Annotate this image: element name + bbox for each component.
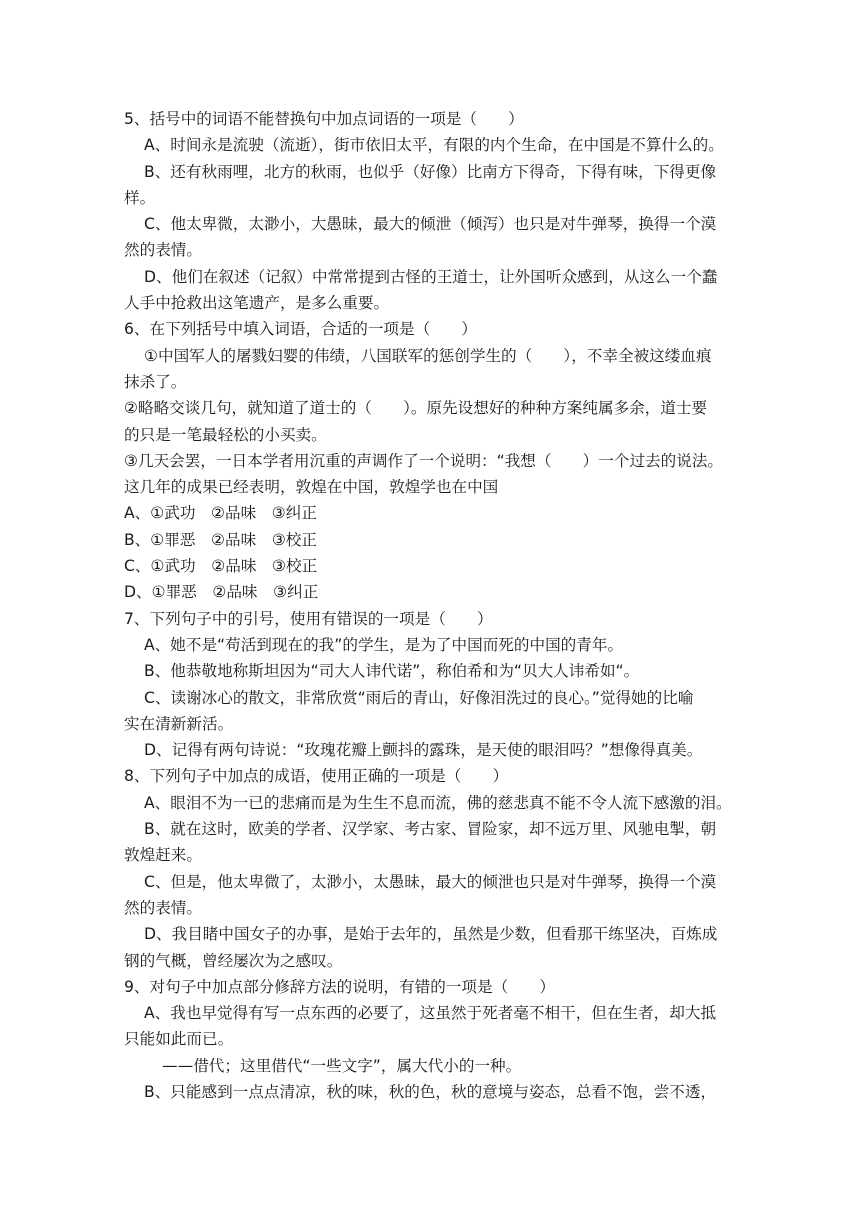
text-line: 7、下列句子中的引号，使用有错误的一项是（ ） — [124, 609, 493, 628]
text-line: A、①武功 ②品味 ③纠正 — [124, 504, 317, 523]
text-line: D、我目睹中国女子的办事，是始于去年的，虽然是少数，但看那干练坚决，百炼成 — [144, 925, 718, 944]
text-line: 钢的气概，曾经屡次为之感叹。 — [124, 951, 343, 970]
text-line: 9、对句子中加点部分修辞方法的说明，有错的一项是（ ） — [124, 977, 555, 996]
text-line: C、读谢冰心的散文，非常欣赏“雨后的青山，好像泪洗过的良心。”觉得她的比喻 — [144, 688, 694, 707]
text-line: C、①武功 ②品味 ③校正 — [124, 557, 318, 576]
text-line: ——借代；这里借代“一些文字”，属大代小的一种。 — [162, 1056, 522, 1075]
text-line: B、他恭敬地称斯坦因为“司大人讳代诺”，称伯希和为“贝大人讳希如“。 — [144, 662, 640, 681]
text-line: A、眼泪不为一已的悲痛而是为生生不息而流，佛的慈悲真不能不令人流下感激的泪。 — [144, 793, 732, 812]
text-line: 然的表情。 — [124, 241, 202, 260]
text-line: D、①罪恶 ②品味 ③纠正 — [124, 583, 319, 602]
text-line: B、还有秋雨哩，北方的秋雨，也似乎（好像）比南方下得奇，下得有味，下得更像 — [144, 162, 717, 181]
text-line: 然的表情。 — [124, 898, 202, 917]
text-line: 人手中抢救出这笔遗产，是多么重要。 — [124, 294, 390, 313]
text-line: B、就在这时，欧美的学者、汉学家、考古家、冒险家，却不远万里、风驰电掣，朝 — [144, 820, 717, 839]
text-line: 样。 — [124, 188, 156, 207]
text-line: 抹杀了。 — [124, 372, 187, 391]
text-line: 的只是一笔最轻松的小买卖。 — [124, 425, 327, 444]
text-line: C、他太卑微，太渺小，大愚昧，最大的倾泄（倾泻）也只是对牛弹琴，换得一个漠 — [144, 215, 717, 234]
text-line: B、只能感到一点点清凉，秋的味，秋的色，秋的意境与姿态，总看不饱，尝不透， — [144, 1082, 717, 1101]
text-line: A、她不是“苟活到现在的我”的学生，是为了中国而死的中国的青年。 — [144, 635, 624, 654]
text-line: A、我也早觉得有写一点东西的必要了，这虽然于死者毫不相干，但在生者，却大抵 — [144, 1004, 717, 1023]
text-line: ②略略交谈几句，就知道了道士的（ ）。原先设想好的种种方案纯属多余，道士要 — [124, 399, 708, 418]
document-page — [124, 106, 784, 1105]
text-line: 5、括号中的词语不能替换句中加点词语的一项是（ ） — [124, 110, 524, 128]
text-line: A、时间永是流驶（流逝），街市依旧太平，有限的内个生命，在中国是不算什么的。 — [144, 136, 724, 155]
text-line: 只能如此而已。 — [124, 1030, 234, 1049]
text-line: B、①罪恶 ②品味 ③校正 — [124, 530, 317, 549]
text-line: 这几年的成果已经表明，敦煌在中国，敦煌学也在中国 — [124, 478, 499, 497]
text-line: 敦煌赶来。 — [124, 846, 202, 865]
text-line: D、记得有两句诗说：“玫瑰花瓣上颤抖的露珠，是天使的眼泪吗？”想像得真美。 — [144, 741, 703, 760]
text-line: 6、在下列括号中填入词语，合适的一项是（ ） — [124, 320, 477, 339]
text-line: 实在清新新活。 — [124, 714, 234, 733]
text-line: ③几天会罢，一日本学者用沉重的声调作了一个说明：“我想（ ）一个过去的说法。 — [124, 451, 724, 470]
text-line: ①中国军人的屠戮妇婴的伟绩，八国联军的惩创学生的（ ），不幸全被这缕血痕 — [144, 346, 712, 365]
text-line: 8、下列句子中加点的成语，使用正确的一项是（ ） — [124, 767, 509, 786]
text-line: D、他们在叙述（记叙）中常常提到古怪的王道士，让外国听众感到，从这么一个蠢 — [144, 267, 718, 286]
text-line: C、但是，他太卑微了，太渺小，太愚昧，最大的倾泄也只是对牛弹琴，换得一个漠 — [144, 872, 717, 891]
